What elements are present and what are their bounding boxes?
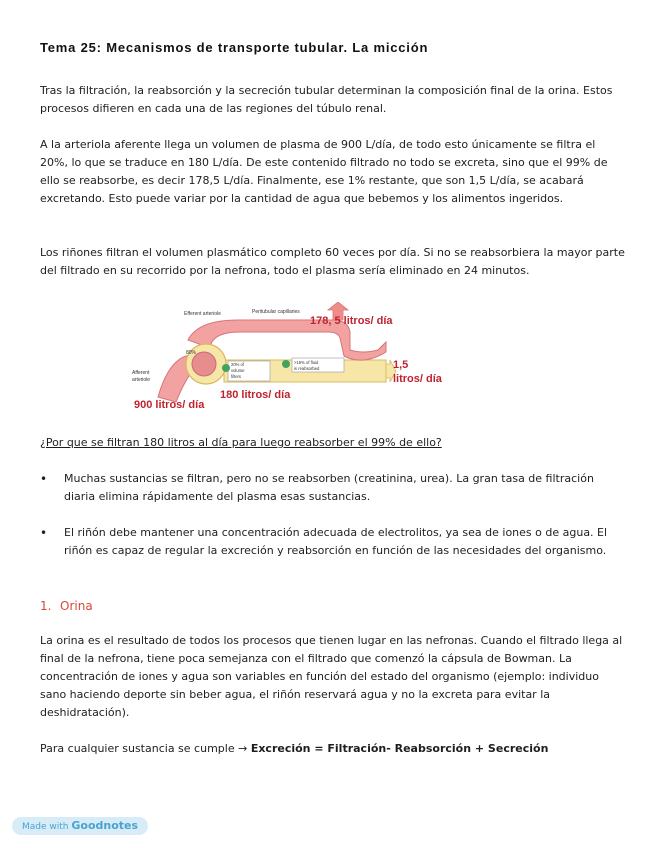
pct80-label: 80%	[186, 350, 197, 356]
reabsorbed-total-label: 178, 5 litros/ día	[310, 315, 393, 327]
efferent-label: Efferent arteriole	[184, 311, 221, 317]
page-title: Tema 25: Mecanismos de transporte tubular. La micción	[40, 40, 429, 55]
list-item-text: El riñón debe mantener una concentración adecuada de electrolitos, ya sea de iones o de agua. El riñón es capaz de regular la excreción y reabsorción en función de las necesidades del organismo.	[64, 526, 608, 557]
section-label: Orina	[60, 599, 93, 613]
peritubular-label-1: Peritubular capillaries	[252, 309, 300, 315]
formula-line	[40, 742, 548, 755]
badge-prefix: Made with	[22, 822, 69, 832]
plasma-in-label: 900 litros/ día	[134, 399, 205, 411]
filtered-total-label: 180 litros/ día	[220, 389, 291, 401]
list-item-text: Muchas sustancias se filtran, pero no se reabsorben (creatinina, urea). La gran tasa de filtración diaria elimina rápidamente del plasma esas sustancias.	[64, 472, 594, 503]
bullet-icon: •	[40, 526, 48, 540]
reabs-label-2: is reabsorbed	[294, 366, 320, 371]
reabsorption-marker	[282, 360, 290, 368]
question-heading: ¿Por que se filtran 180 litros al día para luego reabsorber el 99% de ello?	[40, 436, 442, 449]
afferent-label-2: arteriole	[132, 377, 151, 383]
filtered-label-3: filters	[231, 374, 242, 379]
bullet-icon: •	[40, 472, 48, 486]
arteriola-paragraph: A la arteriola aferente llega un volumen de plasma de 900 L/día, de todo esto únicamente se filtra el 20%, lo que se traduce en 180 L/día. De este contenido filtrado no todo se excreta, sino que el 99% de ello se reabsorbe, es decir 178,5 L/día. Finalmente, ese 1% restante, que son 1,5 L/día, se acabará excretando. Esto puede variar por la cantidad de agua que bebemos y los alimentos ingeridos.	[40, 138, 608, 205]
formula-prefix: Para cualquier sustancia se cumple →	[40, 742, 248, 755]
reabs-label-1: >19% of fluid	[294, 360, 319, 365]
filtered-label-2: volume	[231, 368, 245, 373]
rinones-paragraph: Los riñones filtran el volumen plasmático completo 60 veces por día. Si no se reabsorbiera la mayor parte del filtrado en su recorrido por la nefrona, todo el plasma sería eliminado en 24 minutos.	[40, 246, 625, 277]
section-heading	[40, 599, 93, 613]
badge-brand: Goodnotes	[71, 819, 139, 832]
excreted-label-2: litros/ día	[393, 373, 442, 385]
intro-paragraph: Tras la filtración, la reabsorción y la secreción tubular determinan la composición final de la orina. Estos procesos difieren en cada una de las regiones del túbulo renal.	[40, 84, 613, 115]
nephron-filtration-figure	[128, 302, 538, 418]
section-number: 1.	[40, 599, 52, 613]
afferent-label-1: Afferent	[132, 370, 150, 376]
made-with-goodnotes-badge[interactable]	[12, 817, 148, 835]
excreted-label-1: 1,5	[393, 359, 409, 371]
formula-expression: Excreción = Filtración- Reabsorción + Secreción	[250, 742, 549, 755]
filtration-marker	[222, 364, 230, 372]
orina-paragraph: La orina es el resultado de todos los procesos que tienen lugar en las nefronas. Cuando el filtrado llega al final de la nefrona, tiene poca semejanza con el filtrado que comenzó la cápsula de Bowman. La concentración de iones y agua son variables en función del estado del organismo (ejemplo: individuo sano haciendo deporte sin beber agua, el riñón reservará agua y no la excreta para evitar la deshidratación).	[40, 634, 623, 719]
filtered-label-1: 20% of	[231, 362, 245, 367]
